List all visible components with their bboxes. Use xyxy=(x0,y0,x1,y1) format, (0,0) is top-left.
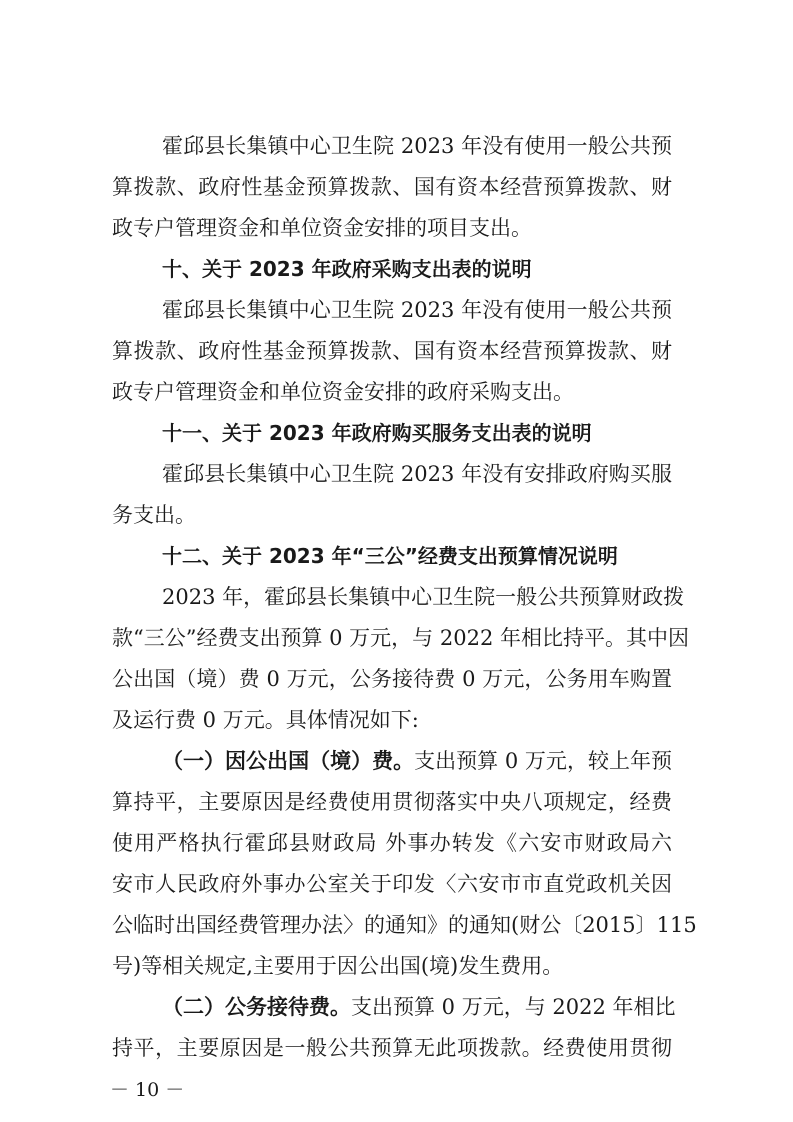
paragraph-line: 公临时出国经费管理办法〉的通知》的通知(财公〔2015〕115 xyxy=(112,913,697,937)
paragraph-line: 霍邱县长集镇中心卫生院 2023 年没有安排政府购买服 xyxy=(162,462,672,486)
subsection-text: 支出预算 0 万元，较上年预 xyxy=(414,749,672,773)
section-heading: 十二、关于 2023 年“三公”经费支出预算情况说明 xyxy=(162,544,618,568)
paragraph-line: 霍邱县长集镇中心卫生院 2023 年没有使用一般公共预 xyxy=(162,298,672,322)
subsection-text: 支出预算 0 万元，与 2022 年相比 xyxy=(351,995,676,1019)
paragraph-line: 政专户管理资金和单位资金安排的政府采购支出。 xyxy=(112,380,574,404)
paragraph-line: 霍邱县长集镇中心卫生院 2023 年没有使用一般公共预 xyxy=(162,134,672,158)
section-heading: 十一、关于 2023 年政府购买服务支出表的说明 xyxy=(162,421,592,445)
paragraph-line: 使用严格执行霍邱县财政局 外事办转发《六安市财政局六 xyxy=(112,831,672,855)
paragraph-line: 持平，主要原因是一般公共预算无此项拨款。经费使用贯彻 xyxy=(112,1036,672,1060)
paragraph-line: 2023 年，霍邱县长集镇中心卫生院一般公共预算财政拨 xyxy=(162,585,685,609)
paragraph-line: 号)等相关规定,主要用于因公出国(境)发生费用。 xyxy=(112,954,564,978)
subsection-first-line xyxy=(162,993,676,1021)
paragraph-line: 及运行费 0 万元。具体情况如下: xyxy=(112,708,419,732)
paragraph-line: 算拨款、政府性基金预算拨款、国有资本经营预算拨款、财 xyxy=(112,339,672,363)
paragraph-line: 务支出。 xyxy=(112,503,196,527)
paragraph-line: 款“三公”经费支出预算 0 万元，与 2022 年相比持平。其中因 xyxy=(112,626,689,650)
paragraph-line: 政专户管理资金和单位资金安排的项目支出。 xyxy=(112,216,532,240)
paragraph-line: 算持平，主要原因是经费使用贯彻落实中央八项规定，经费 xyxy=(112,790,672,814)
subsection-first-line xyxy=(162,747,672,775)
paragraph-line: 公出国（境）费 0 万元，公务接待费 0 万元，公务用车购置 xyxy=(112,667,672,691)
page-number: － 10 － xyxy=(110,1079,185,1101)
subsection-title: （二）公务接待费。 xyxy=(162,995,351,1019)
paragraph-line: 安市人民政府外事办公室关于印发〈六安市市直党政机关因 xyxy=(112,872,672,896)
section-heading: 十、关于 2023 年政府采购支出表的说明 xyxy=(162,257,532,281)
subsection-title: （一）因公出国（境）费。 xyxy=(162,749,415,773)
paragraph-line: 算拨款、政府性基金预算拨款、国有资本经营预算拨款、财 xyxy=(112,175,672,199)
